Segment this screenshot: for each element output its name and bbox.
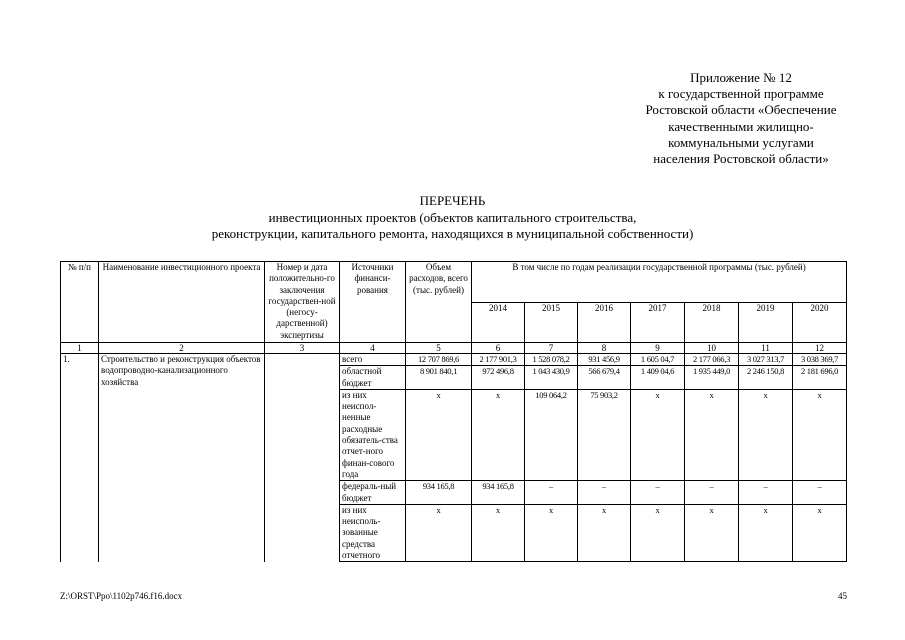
header-num: № п/п <box>61 262 99 343</box>
value-cell: 1 605 04,7 <box>631 354 685 366</box>
value-cell: х <box>631 389 685 480</box>
column-index: 1 <box>61 343 99 354</box>
value-cell: – <box>631 481 685 505</box>
value-cell: – <box>739 481 793 505</box>
value-cell: х <box>793 389 847 480</box>
appendix-line: населения Ростовской области» <box>653 151 829 167</box>
value-cell: 2 177 901,3 <box>472 354 525 366</box>
appendix-block <box>600 70 882 167</box>
source-cell: федераль-ный бюджет <box>340 481 406 505</box>
column-index: 2 <box>99 343 265 354</box>
value-cell: – <box>793 481 847 505</box>
source-cell: из них неиспол-ненные расходные обязатель-ства отчет-ного финан-сового года <box>340 389 406 480</box>
header-year: 2020 <box>793 302 847 343</box>
value-cell: х <box>793 504 847 561</box>
value-cell: х <box>739 389 793 480</box>
column-index: 8 <box>578 343 631 354</box>
value-cell: 2 246 150,8 <box>739 366 793 390</box>
header-year: 2015 <box>525 302 578 343</box>
value-cell: 2 181 696,0 <box>793 366 847 390</box>
appendix-line: качественными жилищно- <box>668 118 814 134</box>
column-index: 5 <box>406 343 472 354</box>
value-cell: 1 409 04,6 <box>631 366 685 390</box>
value-cell: х <box>472 504 525 561</box>
column-index: 12 <box>793 343 847 354</box>
document-title <box>0 193 905 243</box>
value-cell: – <box>578 481 631 505</box>
value-cell: 934 165,8 <box>472 481 525 505</box>
header-conclusion: Номер и дата положительно-го заключения государствен-ной (негосу-дарственной) экспертизы <box>265 262 340 343</box>
title-line-2: инвестиционных проектов (объектов капитального строительства, <box>268 209 637 225</box>
source-cell: областной бюджет <box>340 366 406 390</box>
value-cell: 1 043 430,9 <box>525 366 578 390</box>
header-year: 2019 <box>739 302 793 343</box>
source-cell: всего <box>340 354 406 366</box>
footer-file-path: Z:\ORST\Ppo\1102p746.f16.docx <box>60 591 183 601</box>
value-cell: 3 027 313,7 <box>739 354 793 366</box>
value-cell: х <box>578 504 631 561</box>
header-volume: Объем расходов, всего (тыс. рублей) <box>406 262 472 343</box>
appendix-line: Приложение № 12 <box>690 70 792 85</box>
value-cell: 931 456,9 <box>578 354 631 366</box>
header-year: 2017 <box>631 302 685 343</box>
column-index: 4 <box>340 343 406 354</box>
column-index: 9 <box>631 343 685 354</box>
value-cell: х <box>472 389 525 480</box>
project-name: Строительство и реконструкция объектов водопроводно-канализационного хозяйства <box>99 354 265 562</box>
value-cell: х <box>525 504 578 561</box>
header-year: 2014 <box>472 302 525 343</box>
value-cell: х <box>739 504 793 561</box>
value-cell: – <box>685 481 739 505</box>
column-index-row <box>61 343 847 354</box>
value-cell: 1 935 449,0 <box>685 366 739 390</box>
value-cell: х <box>631 504 685 561</box>
value-cell: 566 679,4 <box>578 366 631 390</box>
header-name: Наименование инвестиционного проекта <box>99 262 265 343</box>
column-index: 7 <box>525 343 578 354</box>
investment-projects-table <box>60 261 847 562</box>
value-cell: х <box>406 389 472 480</box>
value-cell: 1 528 078,2 <box>525 354 578 366</box>
header-year: 2018 <box>685 302 739 343</box>
value-cell: х <box>406 504 472 561</box>
value-cell: 3 038 369,7 <box>793 354 847 366</box>
project-conclusion <box>265 354 340 562</box>
value-cell: – <box>525 481 578 505</box>
header-sources: Источники финанси-рования <box>340 262 406 343</box>
value-cell: 8 901 840,1 <box>406 366 472 390</box>
header-year: 2016 <box>578 302 631 343</box>
value-cell: 934 165,8 <box>406 481 472 505</box>
page-number: 45 <box>838 591 847 601</box>
value-cell: 2 177 066,3 <box>685 354 739 366</box>
column-index: 10 <box>685 343 739 354</box>
appendix-line: Ростовской области «Обеспечение <box>645 102 837 118</box>
title-line-1: ПЕРЕЧЕНЬ <box>419 193 486 208</box>
column-index: 3 <box>265 343 340 354</box>
appendix-line: коммунальными услугами <box>668 134 814 150</box>
value-cell: 75 903,2 <box>578 389 631 480</box>
value-cell: 972 496,8 <box>472 366 525 390</box>
value-cell: х <box>685 389 739 480</box>
value-cell: 12 707 869,6 <box>406 354 472 366</box>
title-line-3: реконструкции, капитального ремонта, находящихся в муниципальной собственности) <box>211 226 694 241</box>
header-row <box>61 262 847 303</box>
source-cell: из них неисполь-зованные средства отчетного <box>340 504 406 561</box>
value-cell: х <box>685 504 739 561</box>
project-num: 1. <box>61 354 99 562</box>
column-index: 6 <box>472 343 525 354</box>
appendix-line: к государственной программе <box>658 86 824 102</box>
table-row <box>61 354 847 366</box>
column-index: 11 <box>739 343 793 354</box>
header-years-group: В том числе по годам реализации государственной программы (тыс. рублей) <box>472 262 847 303</box>
value-cell: 109 064,2 <box>525 389 578 480</box>
